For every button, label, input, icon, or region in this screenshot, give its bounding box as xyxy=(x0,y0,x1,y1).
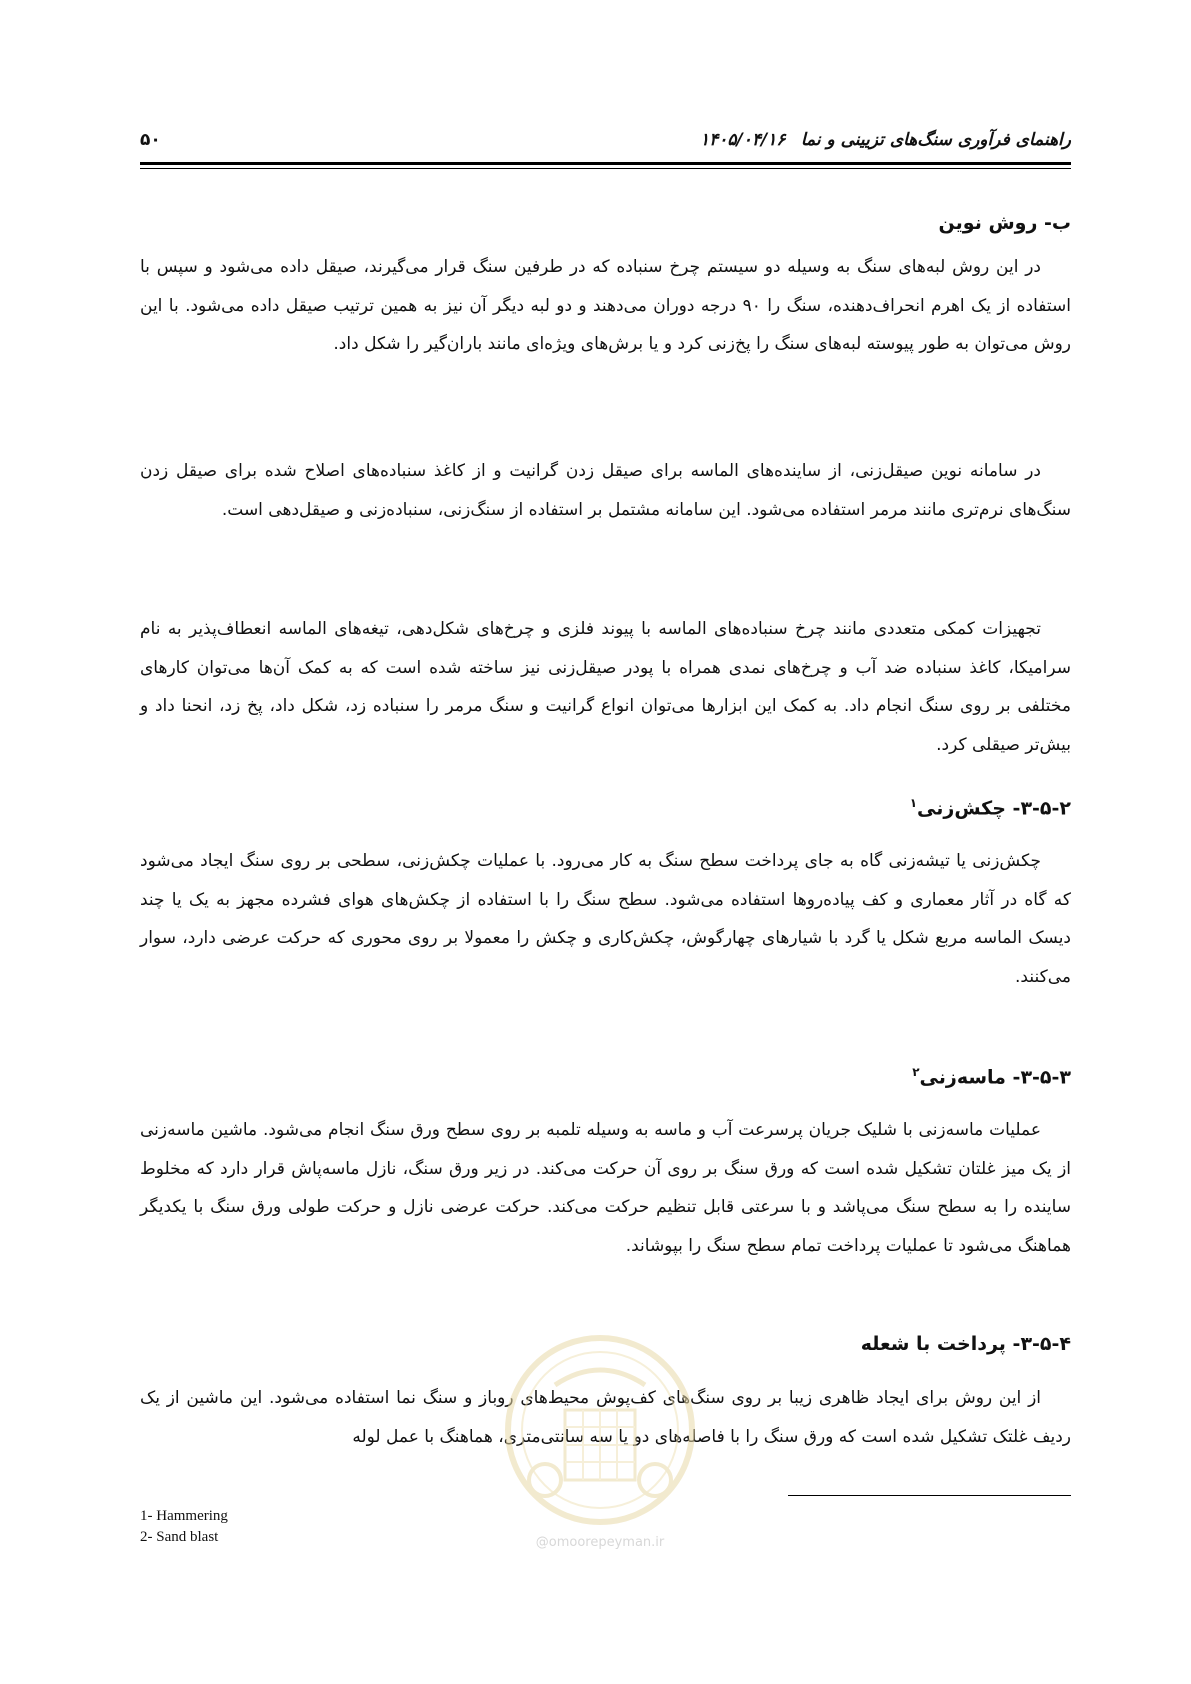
section-heading-flame-finish: ۳-۵-۴- پرداخت با شعله xyxy=(860,1333,1071,1355)
watermark-site: @omoorepeyman.ir xyxy=(535,1535,665,1550)
logo-emblem-icon xyxy=(495,1330,705,1530)
heading-text: ۳-۵-۲- چکش‌زنی xyxy=(917,797,1071,820)
footnote-item: 2- Sand blast xyxy=(140,1529,219,1545)
book-title: راهنمای فرآوری سنگ‌های تزیینی و نما xyxy=(800,130,1071,150)
section-heading-hammering xyxy=(910,796,1071,819)
section-heading-sandblast xyxy=(912,1065,1071,1088)
footnote-item: 1- Hammering xyxy=(140,1508,228,1524)
watermark xyxy=(495,1330,705,1560)
paragraph: عملیات ماسه‌زنی با شلیک جریان پرسرعت آب و ماسه به وسیله تلمبه بر روی سطح ورق سنگ انجام می‌شود. ماشین ماسه‌زنی از یک میز غلتان تشکیل شده است که ورق سنگ بر روی آن حرکت می‌کند. در زیر ورق سنگ، نازل ماسه‌پاش قرار دارد که مخلوط ساینده را به سطح سنگ می‌پاشد و با سرعتی قابل تنظیم حرکت می‌کند. حرکت عرضی نازل و حرکت طولی ورق سنگ با یکدیگر هماهنگ می‌شود تا عملیات پرداخت تمام سطح سنگ را بپوشاند. xyxy=(140,1120,1071,1256)
paragraph: از این روش برای ایجاد ظاهری زیبا بر روی سنگ‌های کف‌پوش محیط‌های روباز و سنگ نما استفاده می‌شود. این ماشین از یک ردیف غلتک تشکیل شده است که ورق سنگ را با فاصله‌های دو یا سه سانتی‌متری، هماهنگ با عمل لوله xyxy=(140,1388,1071,1447)
page-number: ۵۰ xyxy=(140,130,161,150)
section-heading-new-method: ب- روش نوین xyxy=(938,212,1071,234)
paragraph: چکش‌زنی یا تیشه‌زنی گاه به جای پرداخت سطح سنگ به کار می‌رود. با عملیات چکش‌زنی، سطحی بر روی سنگ ایجاد می‌شود که گاه در آثار معماری و کف پیاده‌روها استفاده می‌شود. سطح سنگ را با استفاده از چکش‌های هوای فشرده مجهز به یک یا چند دیسک الماسه مربع شکل یا گرد با شیارهای چهارگوش، چکش‌کاری و چکش را معمولا بر روی محوری که حرکت عرضی دارد، سوار می‌کنند. xyxy=(140,851,1071,987)
footnote-rule xyxy=(788,1495,1071,1496)
heading-text: ۳-۵-۳- ماسه‌زنی xyxy=(919,1066,1071,1089)
header-rule xyxy=(140,162,1071,165)
header-rule-thin xyxy=(140,168,1071,169)
paragraph: در این روش لبه‌های سنگ به وسیله دو سیستم چرخ سنباده که در طرفین سنگ قرار می‌گیرند، صیقل داده می‌شود و سپس با استفاده از یک اهرم انحراف‌دهنده، سنگ را ۹۰ درجه دوران می‌دهند و دو لبه دیگر آن نیز به همین ترتیب صیقل داده می‌شود. با این روش می‌توان به طور پیوسته لبه‌های سنگ را پخ‌زنی کرد و یا برش‌های ویژه‌ای مانند باران‌گیر را شکل داد. xyxy=(140,257,1072,354)
footnotes xyxy=(140,1506,228,1548)
header-date: ۱۴۰۵/۰۴/۱۶ xyxy=(700,130,786,150)
paragraph: تجهیزات کمکی متعددی مانند چرخ سنباده‌های الماسه با پیوند فلزی و چرخ‌های شکل‌دهی، تیغه‌های الماسه انعطاف‌پذیر به نام سرامیکا، کاغذ سنباده ضد آب و چرخ‌های نمدی همراه با پودر صیقل‌زنی نیز ساخته شده است که به کمک آن‌ها می‌توان کارهای مختلفی بر روی سنگ انجام داد. به کمک این ابزارها می‌توان انواع گرانیت و سنگ مرمر را سنباده زد، شکل داد، پخ زد، انحنا داد و بیش‌تر صیقلی کرد. xyxy=(140,619,1071,755)
page-header xyxy=(140,126,1071,162)
paragraph: در سامانه نوین صیقل‌زنی، از ساینده‌های الماسه برای صیقل زدن گرانیت و از کاغذ سنباده‌های اصلاح شده برای صیقل زدن سنگ‌های نرم‌تری مانند مرمر استفاده می‌شود. این سامانه مشتمل بر استفاده از سنگ‌زنی، سنباده‌زنی و صیقل‌دهی است. xyxy=(140,461,1071,520)
footnote-ref: ۱ xyxy=(909,796,918,810)
footnote-ref: ۲ xyxy=(912,1065,920,1079)
